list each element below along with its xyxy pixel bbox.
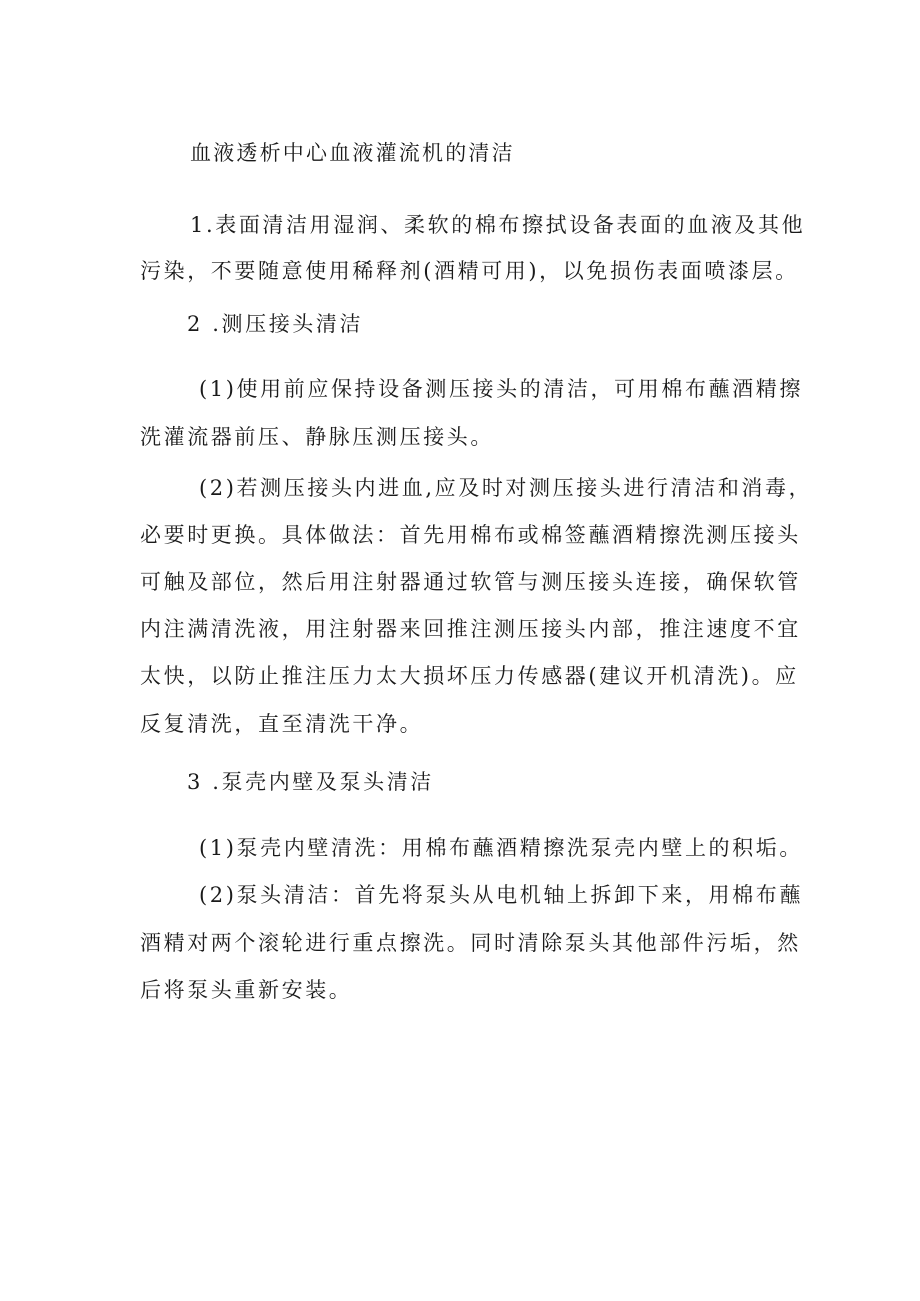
- section2-item2-line: 可触及部位，然后用注射器通过软管与测压接头连接，确保软管: [140, 570, 801, 594]
- section2-item1-line: (1)使用前应保持设备测压接头的清洁，可用棉布蘸酒精擦: [199, 377, 803, 401]
- section1-paragraph-line: 1.表面清洁用湿润、柔软的棉布擦拭设备表面的血液及其他: [190, 213, 806, 237]
- section2-item2-line: (2)若测压接头内进血,应及时对测压接头进行清洁和消毒，: [199, 476, 813, 500]
- section2-item2-line: 必要时更换。具体做法：首先用棉布或棉签蘸酒精擦洗测压接头: [140, 523, 801, 547]
- section2-item1-line: 洗灌流器前压、静脉压测压接头。: [140, 425, 494, 449]
- section3-item2-line: 酒精对两个滚轮进行重点擦洗。同时清除泵头其他部件污垢，然: [140, 931, 801, 955]
- section2-item2-line: 内注满清洗液，用注射器来回推注测压接头内部，推注速度不宜: [140, 617, 801, 641]
- section3-heading: 3 .泵壳内壁及泵头清洁: [187, 770, 434, 794]
- section3-item1-line: (1)泵壳内壁清洗：用棉布蘸酒精擦洗泵壳内壁上的积垢。: [199, 836, 803, 860]
- section3-item2-line: 后将泵头重新安装。: [140, 978, 353, 1002]
- section3-item2-line: (2)泵头清洁：首先将泵头从电机轴上拆卸下来，用棉布蘸: [199, 883, 803, 907]
- section2-item2-line: 太快，以防止推注压力太大损坏压力传感器(建议开机清洗)。应: [140, 664, 799, 688]
- document-title: 血液透析中心血液灌流机的清洁: [190, 141, 515, 165]
- section2-heading: 2 .测压接头清洁: [187, 312, 364, 336]
- section2-item2-line: 反复清洗，直至清洗干净。: [140, 712, 424, 736]
- section1-paragraph-line: 污染，不要随意使用稀释剂(酒精可用)，以免损伤表面喷漆层。: [140, 259, 799, 283]
